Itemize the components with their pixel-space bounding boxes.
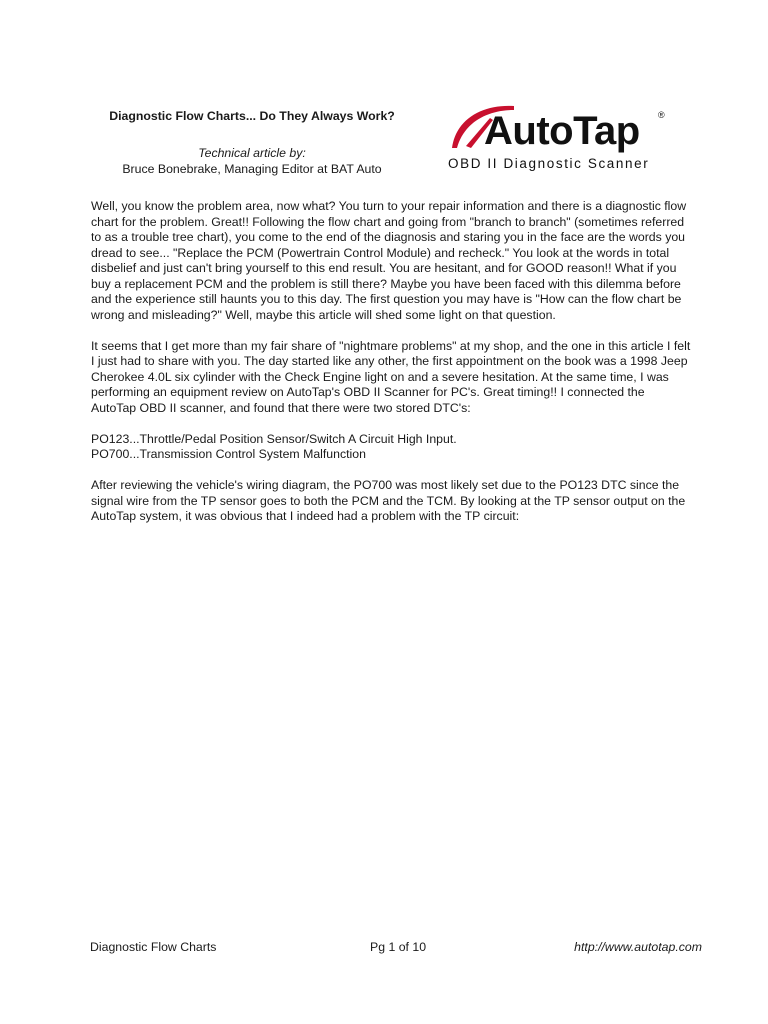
- logo-tagline-text: OBD II Diagnostic Scanner: [448, 156, 650, 171]
- dtc-code-item: PO123...Throttle/Pedal Position Sensor/Switch A Circuit High Input.: [91, 431, 457, 446]
- dtc-code-list: [91, 432, 691, 463]
- article-body: [91, 199, 691, 540]
- paragraph-intro: Well, you know the problem area, now what? You turn to your repair information and there is a diagnostic flow chart for the problem. Great!! Following the flow chart and going from "branch to branch" (sometimes referred to as a trouble tree chart), you come to the end of the diagnosis and staring you in the face are the words you dread to see... "Replace the PCM (Powertrain Control Module) and recheck." You look at the words in total disbelief and just can't bring yourself to this end result. You are hesitant, and for GOOD reason!! What if you buy a replacement PCM and the problem is still there? Maybe you have been faced with this dilemma before and the experience still haunts you to this day. The first question you may have is "How can the flow chart be wrong and misleading?" Well, maybe this article will shed some light on that question.: [91, 199, 687, 322]
- logo-registered-mark: ®: [658, 110, 665, 120]
- dtc-code-item: PO700...Transmission Control System Malfunction: [91, 447, 366, 461]
- article-title: Diagnostic Flow Charts... Do They Always Work?: [109, 109, 395, 123]
- footer-page-number: Pg 1 of 10: [370, 940, 427, 954]
- paragraph-story: It seems that I get more than my fair share of "nightmare problems" at my shop, and the one in this article I felt I just had to share with you. The day started like any other, the first appointment on the book was a 1998 Jeep Cherokee 4.0L six cylinder with the Check Engine light on and a severe hesitation. At the same time, I was performing an equipment review on AutoTap's OBD II Scanner for PC's. Great timing!! I connected the AutoTap OBD II scanner, and found that there were two stored DTC's:: [91, 338, 691, 415]
- footer-document-title: Diagnostic Flow Charts: [90, 940, 217, 954]
- logo-brand-text: AutoTap: [484, 109, 640, 153]
- byline-author: Bruce Bonebrake, Managing Editor at BAT Auto: [122, 162, 382, 176]
- autotap-logo-graphic: [444, 96, 674, 176]
- byline-label: Technical article by:: [198, 146, 306, 160]
- footer-url-link[interactable]: http://www.autotap.com: [574, 940, 702, 954]
- autotap-logo: [444, 96, 674, 176]
- paragraph-closing: After reviewing the vehicle's wiring diagram, the PO700 was most likely set due to the PO123 DTC since the signal wire from the TP sensor goes to both the PCM and the TCM. By looking at the TP sensor output on the AutoTap system, it was obvious that I indeed had a problem with the TP circuit:: [91, 478, 686, 523]
- article-header: [92, 108, 412, 177]
- page-footer: [90, 940, 702, 956]
